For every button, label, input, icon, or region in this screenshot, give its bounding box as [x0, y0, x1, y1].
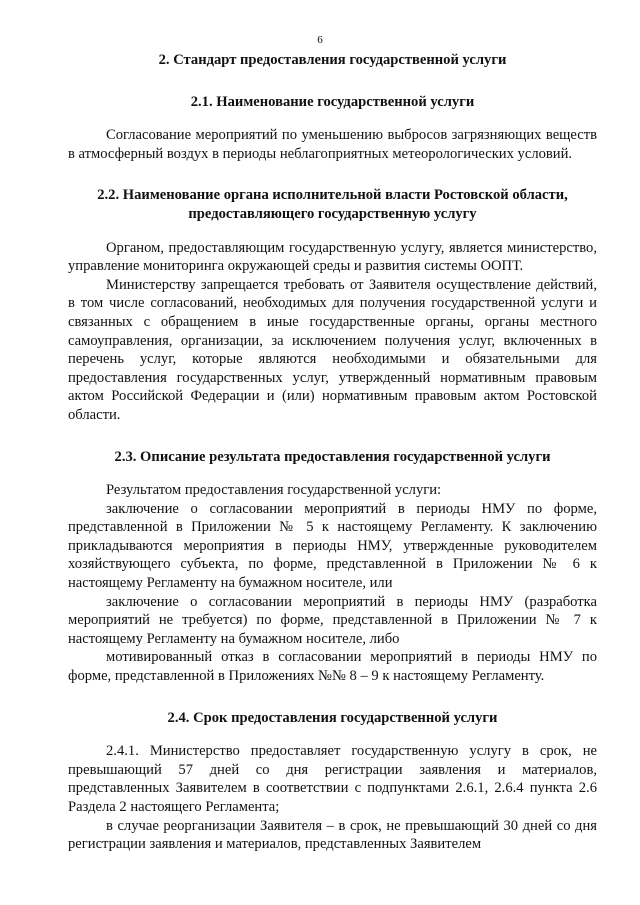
paragraph: заключение о согласовании мероприятий в периоды НМУ (разработка мероприятий не требуется) по форме, представленной в Приложении № 7 к настоящему Регламенту на бумажном носителе, либо: [68, 593, 597, 647]
paragraph: Согласование мероприятий по уменьшению выбросов загрязняющих веществ в атмосферный воздух в периоды неблагоприятных метеорологических условий.: [68, 127, 597, 162]
section-heading-2-4: 2.4. Срок предоставления государственной услуги: [167, 709, 498, 726]
paragraph: Министерству запрещается требовать от Заявителя осуществление действий, в том числе согласований, необходимых для получения государственной услуги и связанных с обращением в иные государственные органы, органы местного самоуправления, организации, за исключением получения услуг, включенных в перечень услуг, которые являются необходимыми и обязательными для предоставления государственных услуг, утвержденный нормативным правовым актом Российской Федерации и (или) нормативным правовым актом Ростовской области.: [68, 276, 597, 423]
paragraph: Органом, предоставляющим государственную услугу, является министерство, управление мониторинга окружающей среды и развития системы ООПТ.: [68, 239, 597, 275]
section-heading-2-2: [68, 186, 597, 223]
paragraph: Результатом предоставления государственной услуги:: [106, 482, 442, 499]
section-heading-line: 2.2. Наименование органа исполнительной власти Ростовской области,: [97, 187, 568, 204]
paragraph: в случае реорганизации Заявителя – в срок, не превышающий 30 дней со дня регистрации заявления и материалов, представленных Заявителем: [68, 817, 597, 853]
paragraph: мотивированный отказ в согласовании мероприятий в периоды НМУ по форме, представленной в Приложениях №№ 8 – 9 к настоящему Регламенту.: [68, 649, 597, 685]
page-number: 6: [317, 34, 323, 46]
paragraph: 2.4.1. Министерство предоставляет государственную услугу в срок, не превышающий 57 дней со дня регистрации заявления и материалов, представленных Заявителем в соответствии с подпунктами 2.6.1, 2.6.4 пункта 2.6 Раздела 2 настоящего Регламента;: [68, 743, 597, 815]
section-heading-2-3: 2.3. Описание результата предоставления государственной услуги: [114, 448, 551, 465]
section-heading-2-1: 2.1. Наименование государственной услуги: [190, 93, 475, 110]
document-body: [68, 51, 597, 854]
document-title: 2. Стандарт предоставления государственной услуги: [158, 52, 507, 68]
section-heading-line: предоставляющего государственную услугу: [188, 205, 477, 222]
paragraph: заключение о согласовании мероприятий в периоды НМУ по форме, представленной в Приложении № 5 к настоящему Регламенту. К заключению прикладываются мероприятия в периоды НМУ, утвержденные руководителем хозяйствующего субъекта, по форме, представленной в Приложении № 6 к настоящему Регламенту на бумажном носителе, или: [68, 500, 597, 592]
